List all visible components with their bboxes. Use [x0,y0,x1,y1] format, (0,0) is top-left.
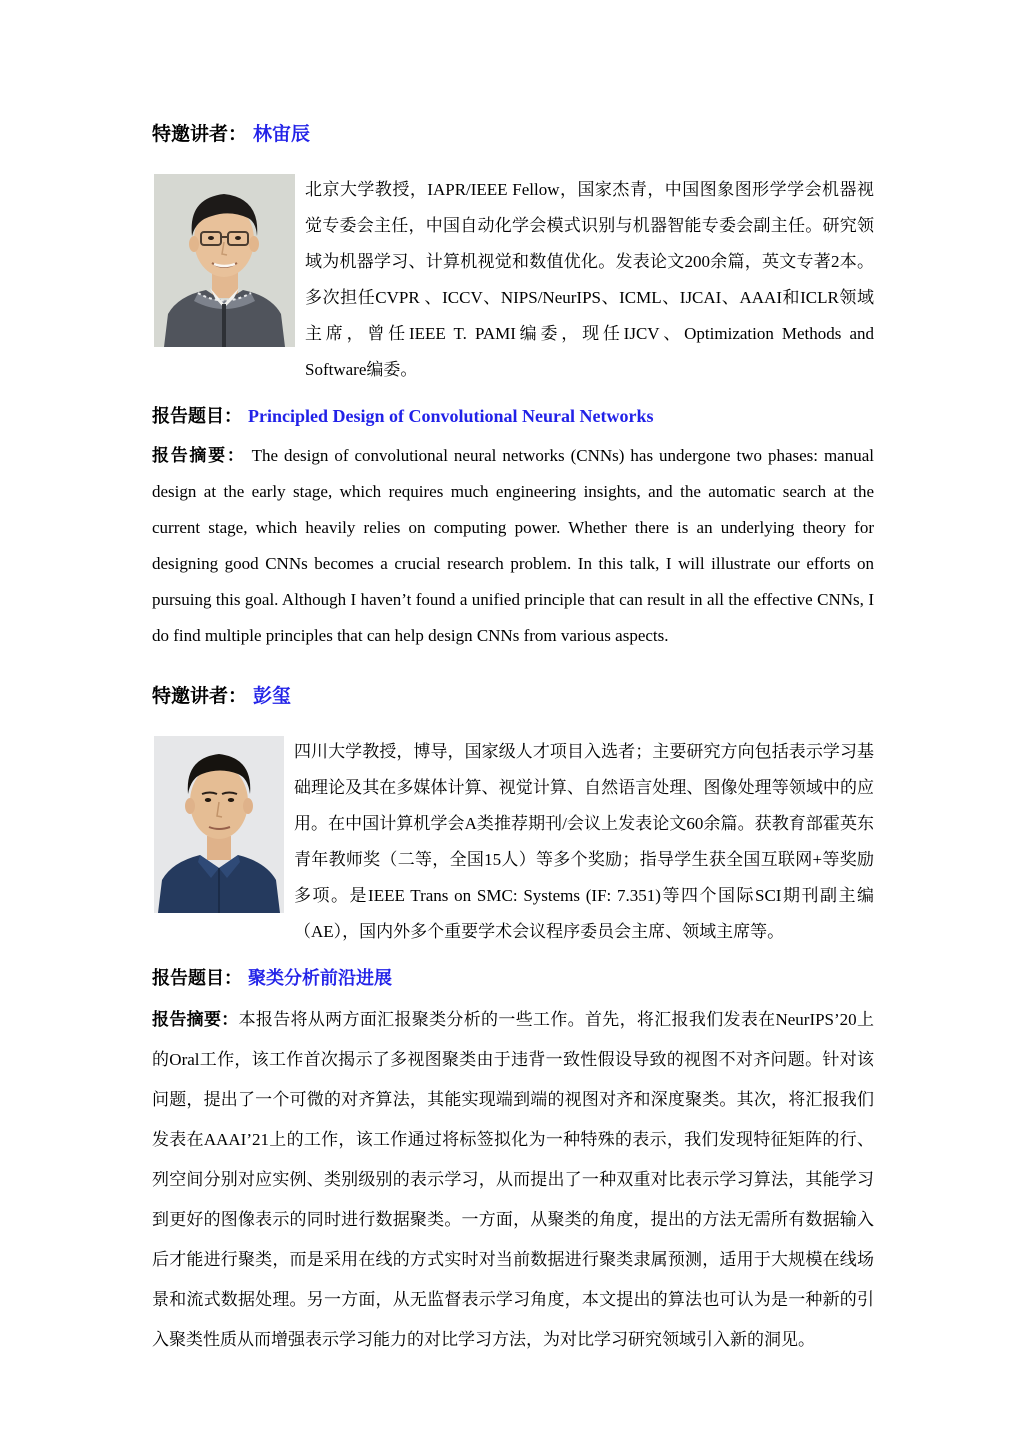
portrait-man-glasses-gray-sweater-icon [154,174,295,347]
speaker-section-2 [152,684,874,1360]
speaker1-bio-text: 北京大学教授，IAPR/IEEE Fellow，国家杰青，中国图象图形学学会机器视觉专委会主任，中国自动化学会模式识别与机器智能专委会副主任。研究领域为机器学习、计算机视觉和数值优化。发表论文200余篇，英文专著2本。多次担任CVPR 、ICCV、NIPS/NeurIPS、ICML、IJCAI、AAAI和ICLR领域主席，曾任IEEE T. PAMI编委，现任IJCV、Optimization Methods and Software编委。 [305,180,874,379]
speaker2-bio-text: 四川大学教授，博导，国家级人才项目入选者；主要研究方向包括表示学习基础理论及其在多媒体计算、视觉计算、自然语言处理、图像处理等领域中的应用。在中国计算机学会A类推荐期刊/会议上发表论文60余篇。获教育部霍英东青年教师奖（二等，全国15人）等多个奖励；指导学生获全国互联网+等奖励多项。是IEEE Trans on SMC: Systems (IF: 7.351)等四个国际SCI期刊副主编（AE），国内外多个重要学术会议程序委员会主席、领域主席等。 [294,742,874,941]
abstract-label: 报告摘要： [152,1010,239,1029]
abstract-label: 报告摘要： [152,446,246,465]
speaker2-bio-block [152,734,874,950]
speaker2-portrait-photo [154,736,284,913]
speaker1-abstract-text: The design of convolutional neural networks (CNNs) has undergone two phases: manual design at the early stage, which requires much engineering insights, and the automatic search at the current stage, which heavily relies on computing power. Whether there is an underlying theory for designing good CNNs becomes a crucial research problem. In this talk, I will illustrate our efforts on pursuing this goal. Although I haven’t found a unified principle that can result in all the effective CNNs, I do find multiple principles that can help design CNNs from various aspects. [152,446,874,645]
talk-title-label: 报告题目： [152,406,242,426]
speaker-section-1 [152,122,874,654]
speaker1-heading-label: 特邀讲者： [152,124,248,145]
speaker2-heading [152,684,874,710]
speaker2-name: 彭玺 [253,686,292,707]
speaker2-talk-title-line [152,964,874,992]
speaker1-bio-block [152,172,874,388]
speaker1-name: 林宙辰 [253,124,311,145]
speaker1-talk-title: Principled Design of Convolutional Neural Networks [248,406,654,426]
speaker1-heading [152,122,874,148]
speaker1-talk-title-line [152,402,874,430]
speaker2-abstract-text: 本报告将从两方面汇报聚类分析的一些工作。首先，将汇报我们发表在NeurIPS’20上的Oral工作，该工作首次揭示了多视图聚类由于违背一致性假设导致的视图不对齐问题。针对该问题，提出了一个可微的对齐算法，其能实现端到端的视图对齐和深度聚类。其次，将汇报我们发表在AAAI’21上的工作，该工作通过将标签拟化为一种特殊的表示，我们发现特征矩阵的行、列空间分别对应实例、类别级别的表示学习，从而提出了一种双重对比表示学习算法，其能学习到更好的图像表示的同时进行数据聚类。一方面，从聚类的角度，提出的方法无需所有数据输入后才能进行聚类，而是采用在线的方式实时对当前数据进行聚类隶属预测，适用于大规模在线场景和流式数据处理。另一方面，从无监督表示学习角度，本文提出的算法也可认为是一种新的引入聚类性质从而增强表示学习能力的对比学习方法，为对比学习研究领域引入新的洞见。 [152,1010,874,1349]
speaker1-abstract [152,438,874,654]
speaker1-portrait-photo [154,174,295,347]
speaker2-talk-title: 聚类分析前沿进展 [248,968,392,988]
talk-title-label: 报告题目： [152,968,242,988]
speaker2-abstract [152,1000,874,1360]
speaker2-heading-label: 特邀讲者： [152,686,248,707]
portrait-man-navy-shirt-icon [154,736,284,913]
